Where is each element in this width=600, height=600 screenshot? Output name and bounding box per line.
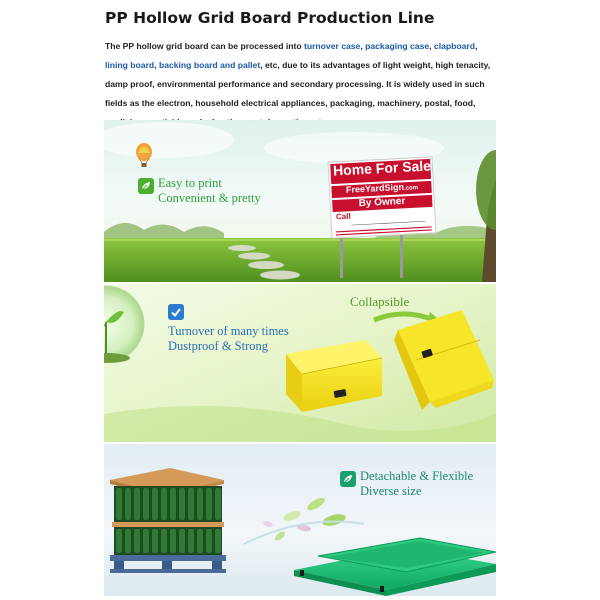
intro-text-b: , etc, due to its advantages of light weight, high tenacity, damp proof, environmental performance and secondary processing. It is widely used in such fields as the electron, household electrical appliances, packaging, machinery, postal, food, bbox=[105, 60, 491, 108]
link-backing-board-pallet[interactable]: backing board and pallet bbox=[158, 60, 261, 70]
feature-turnover bbox=[168, 324, 289, 354]
separator: , bbox=[360, 41, 366, 51]
feature-easy-to-print bbox=[158, 176, 261, 206]
intro-text-a: The PP hollow grid board can be processed into bbox=[105, 41, 304, 51]
feature-line: Diverse size bbox=[360, 484, 422, 498]
feature-line: Convenient & pretty bbox=[158, 191, 261, 205]
separator: , bbox=[475, 41, 478, 51]
sign-by-owner: By Owner bbox=[358, 195, 406, 210]
feature-line: Turnover of many times bbox=[168, 324, 289, 338]
link-clapboard[interactable]: clapboard bbox=[433, 41, 475, 51]
banner-turnover bbox=[104, 284, 496, 442]
separator: , bbox=[154, 60, 159, 70]
leaf-check-icon bbox=[340, 471, 356, 487]
pallet-illustration bbox=[104, 444, 496, 596]
sign-site-name: FreeYardSign bbox=[345, 181, 405, 195]
check-icon bbox=[168, 304, 184, 320]
page-title: PP Hollow Grid Board Production Line bbox=[105, 9, 435, 27]
feature-detachable bbox=[360, 469, 473, 499]
sign-header: Home For Sale bbox=[332, 157, 432, 179]
sign-site-suffix: .com bbox=[403, 185, 419, 192]
feature-line: Easy to print bbox=[158, 176, 222, 190]
box-illustration bbox=[104, 284, 496, 442]
banner-easy-to-print bbox=[104, 120, 496, 282]
feature-line: Detachable & Flexible bbox=[360, 469, 474, 483]
separator: , bbox=[429, 41, 434, 51]
collapsible-label: Collapsible bbox=[350, 294, 410, 309]
bottle-stack bbox=[110, 468, 226, 573]
link-lining-board[interactable]: lining board bbox=[105, 60, 155, 70]
banner-detachable bbox=[104, 444, 496, 596]
leaf-check-icon bbox=[138, 178, 154, 194]
intro-paragraph bbox=[105, 37, 500, 132]
link-turnover-case[interactable]: turnover case bbox=[303, 41, 361, 51]
sign-call: Call bbox=[335, 211, 351, 222]
feature-line: Dustproof & Strong bbox=[168, 339, 268, 353]
link-packaging-case[interactable]: packaging case bbox=[365, 41, 430, 51]
